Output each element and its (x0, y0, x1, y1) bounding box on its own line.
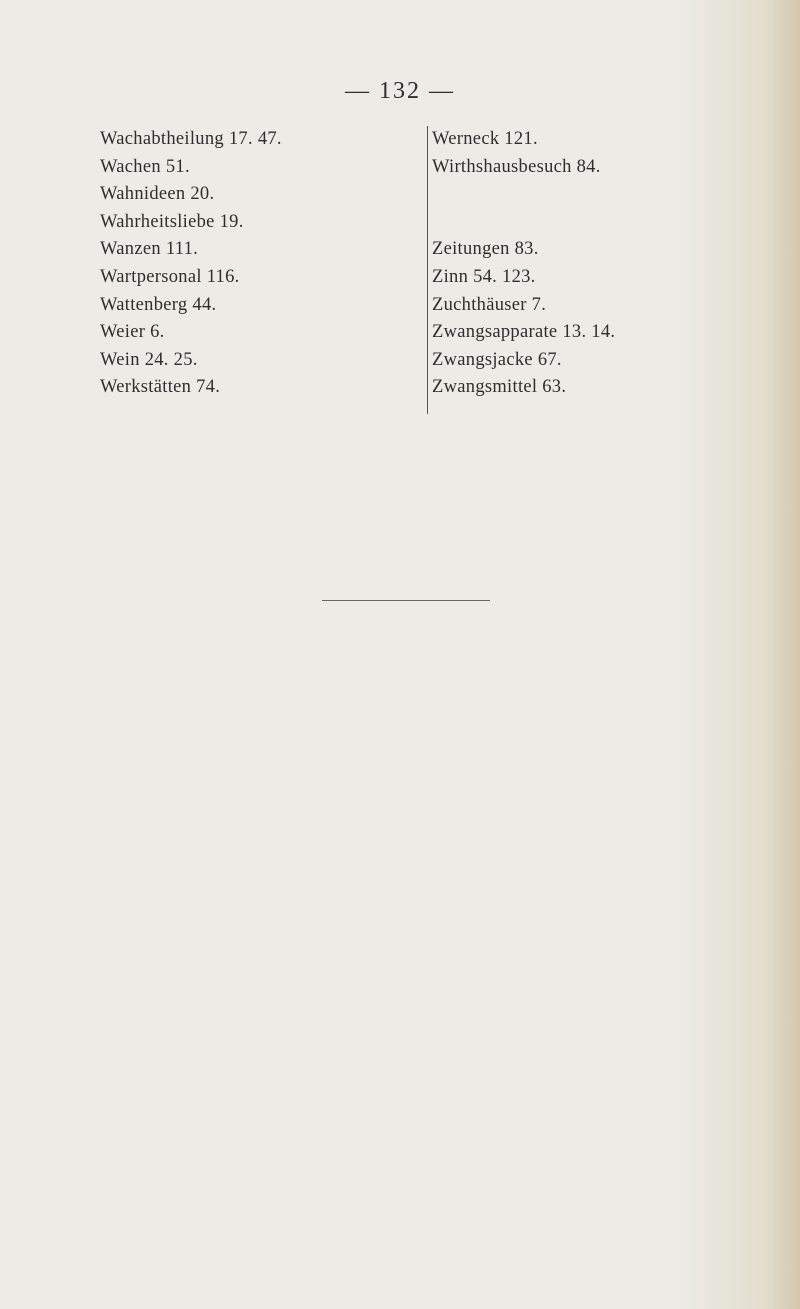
index-entry-blank (432, 209, 615, 237)
index-entry: Wein 24. 25. (100, 349, 198, 370)
index-entry: Wanzen 111. (100, 239, 199, 260)
index-entry: Wahrheitsliebe 19. (100, 211, 244, 232)
index-entry: Wattenberg 44. (100, 294, 217, 315)
page-number: — 132 — (345, 78, 455, 104)
end-rule (322, 600, 490, 601)
index-entry: Werneck 121. (432, 129, 538, 149)
index-column-left (100, 126, 282, 402)
index-entry: Werkstätten 74. (100, 377, 221, 398)
index-entry: Zuchthäuser 7. (432, 294, 547, 315)
index-entry: Wachabtheilung 17. 47. (100, 129, 282, 149)
index-entry: Wachen 51. (100, 156, 190, 177)
index-column-right (426, 126, 615, 402)
index-entry-blank (432, 181, 615, 209)
index-entry: Weier 6. (100, 322, 165, 343)
index-entry: Zinn 54. 123. (432, 266, 536, 287)
index-entry: Zwangsapparate 13. 14. (432, 322, 616, 343)
index-entry: Zwangsmittel 63. (432, 377, 567, 398)
page-edge-shading (680, 0, 800, 1309)
index-entry: Wahnideen 20. (100, 184, 215, 205)
index-entry: Wirthshausbesuch 84. (432, 156, 601, 177)
index-entry: Zwangsjacke 67. (432, 349, 562, 370)
index-entry: Wartpersonal 116. (100, 266, 240, 287)
index-entry: Zeitungen 83. (432, 239, 539, 260)
